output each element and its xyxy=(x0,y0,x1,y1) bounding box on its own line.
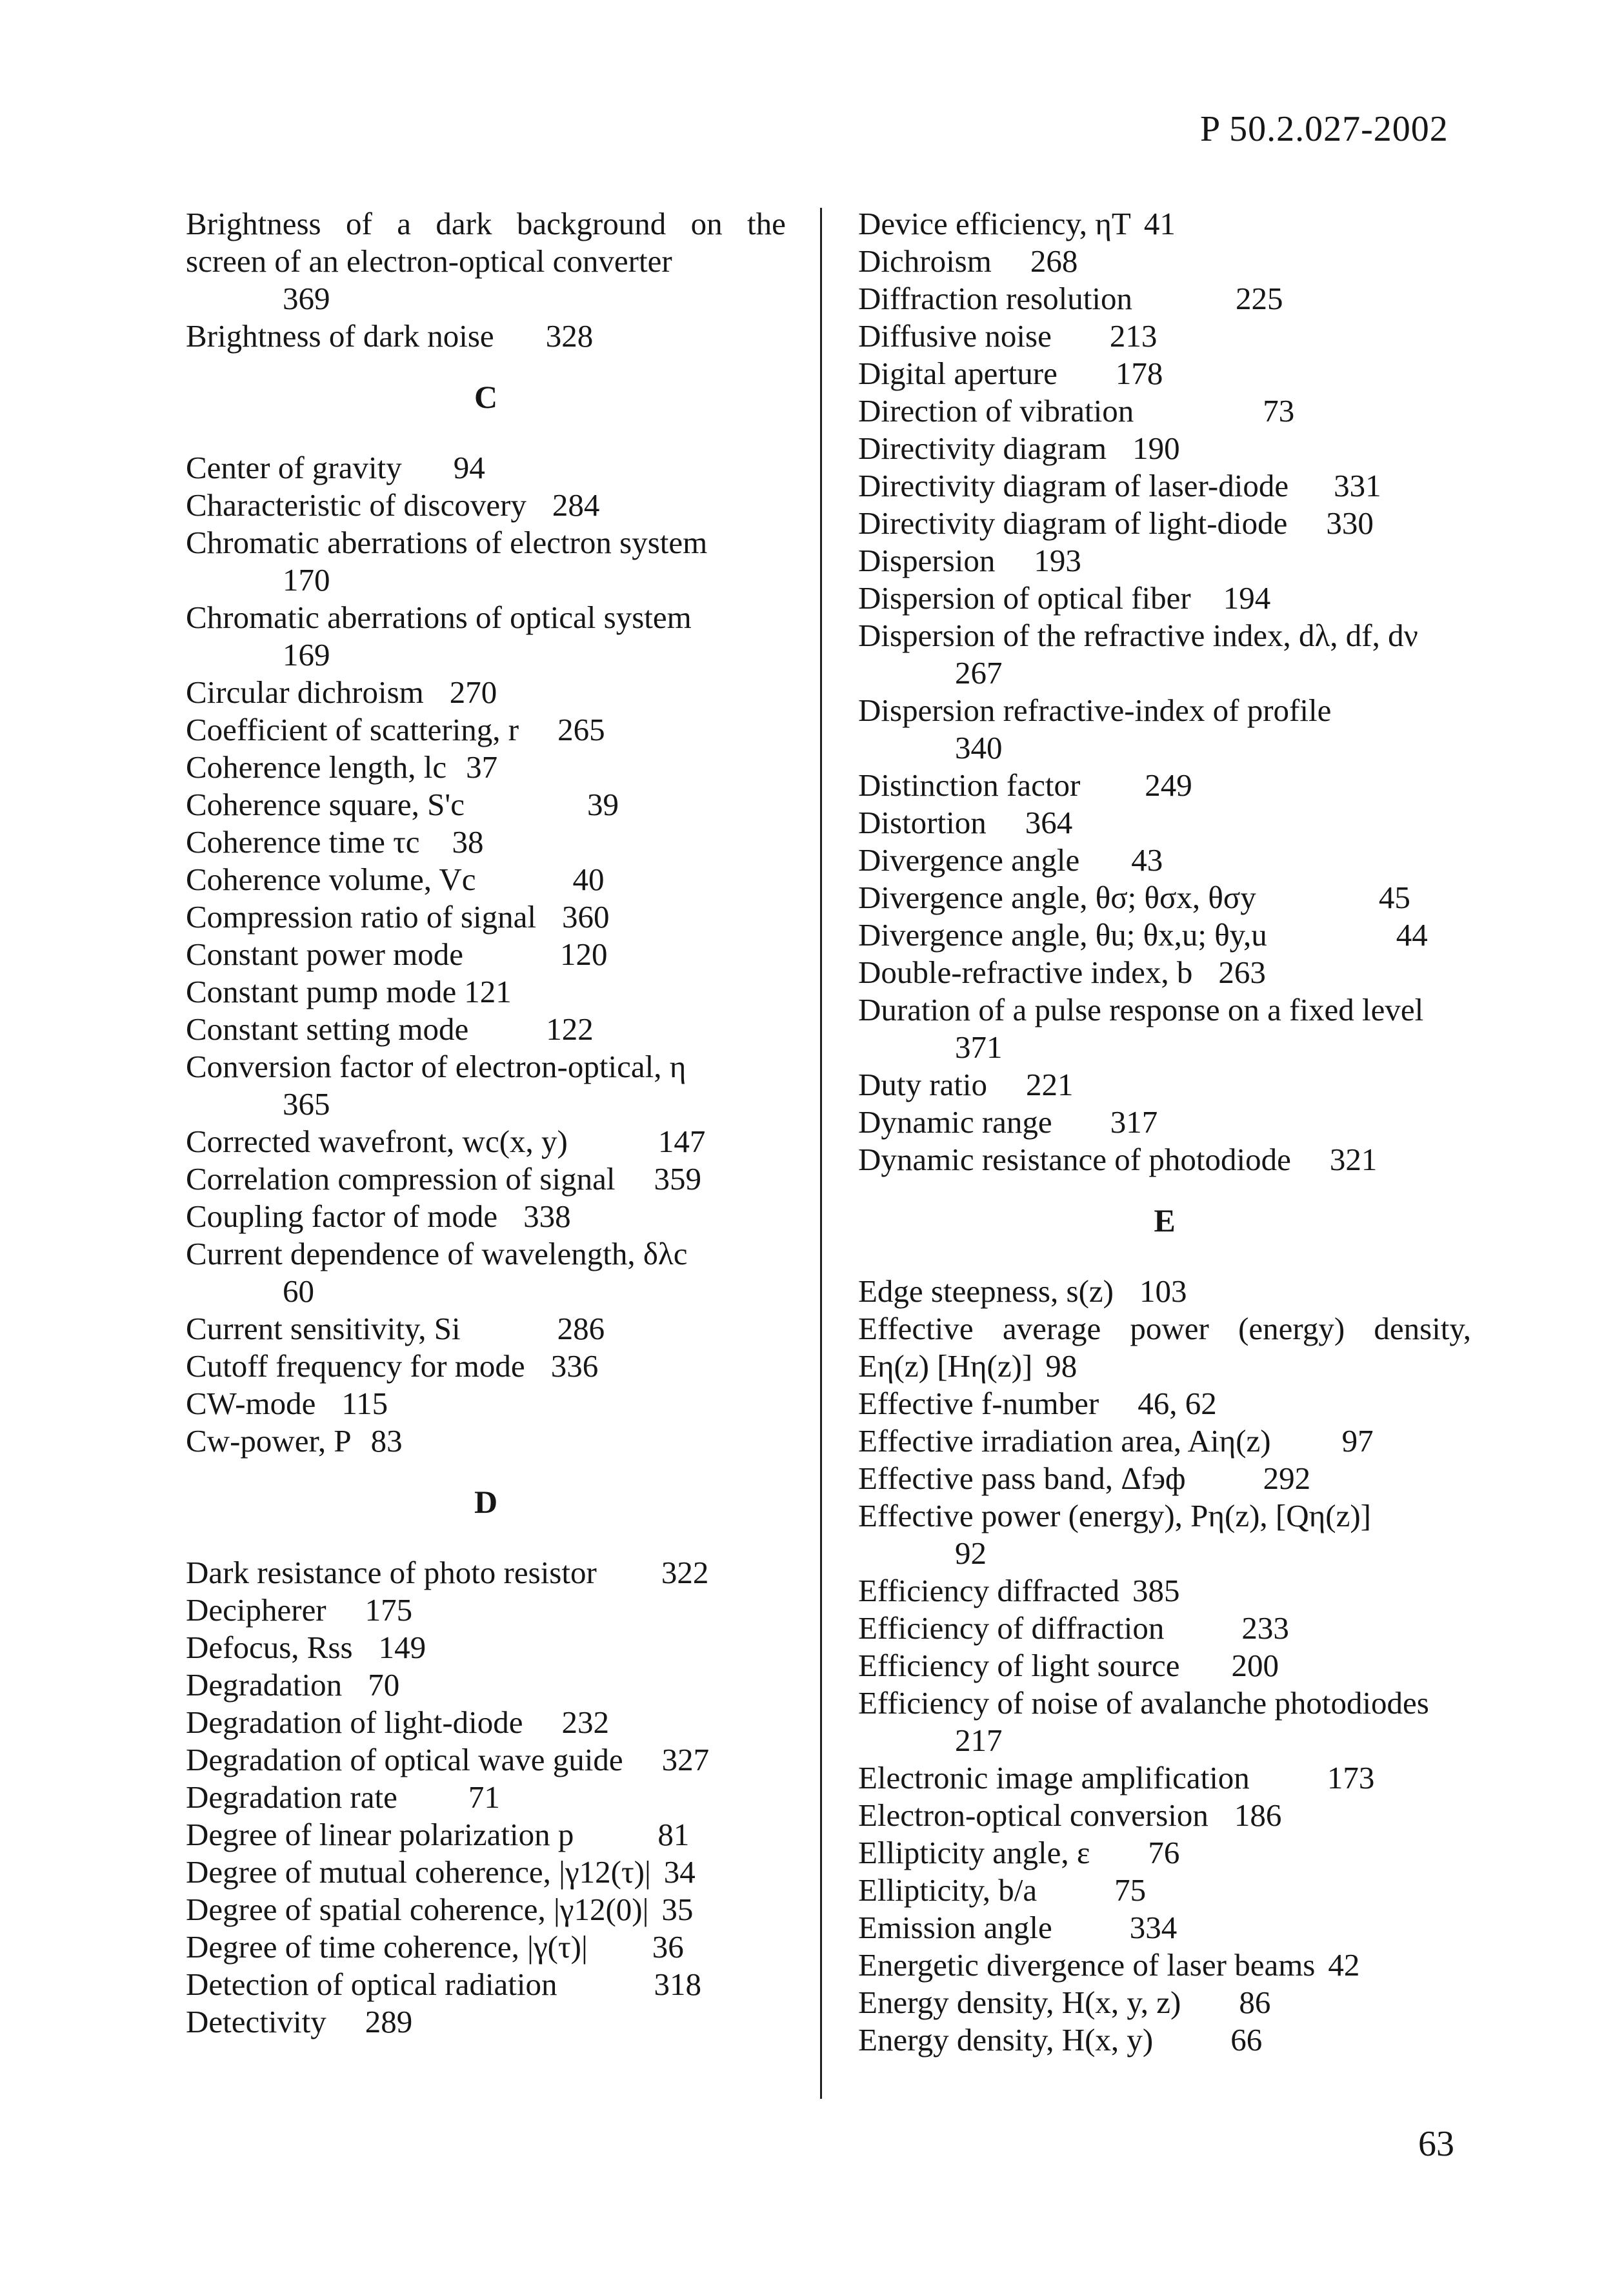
index-entry xyxy=(186,1011,786,1048)
entry-term: Efficiency of light source xyxy=(858,1648,1180,1683)
index-entry xyxy=(858,1759,1471,1797)
entry-term: Divergence angle, θσ; θσx, θσy xyxy=(858,880,1256,915)
index-entry xyxy=(858,1909,1471,1946)
entry-page: 385 xyxy=(1132,1573,1180,1608)
index-entry xyxy=(858,1834,1471,1872)
entry-page: 200 xyxy=(1231,1648,1279,1683)
entry-page: 66 xyxy=(1230,2022,1263,2058)
index-entry xyxy=(858,1310,1471,1385)
index-entry xyxy=(186,1422,786,1460)
entry-term: Degradation of optical wave guide xyxy=(186,1742,623,1777)
entry-term: Direction of vibration xyxy=(858,393,1134,429)
index-entry xyxy=(186,898,786,936)
index-entry xyxy=(858,467,1471,505)
entry-page: 233 xyxy=(1241,1610,1289,1646)
entry-term: Directivity diagram xyxy=(858,430,1107,466)
entry-term: Dark resistance of photo resistor xyxy=(186,1555,597,1590)
entry-page: 263 xyxy=(1218,955,1266,990)
entry-page: 149 xyxy=(378,1630,426,1665)
entry-page: 265 xyxy=(557,712,605,747)
entry-term: Defocus, Rss xyxy=(186,1630,353,1665)
index-entry xyxy=(858,1460,1471,1497)
index-entry xyxy=(186,524,786,599)
entry-page: 331 xyxy=(1334,468,1381,503)
entry-page: 221 xyxy=(1026,1067,1074,1102)
index-entry xyxy=(858,916,1471,954)
entry-term: Coherence length, lc xyxy=(186,749,447,785)
entry-page: 81 xyxy=(657,1817,690,1852)
index-entry xyxy=(858,1572,1471,1610)
entry-term: Edge steepness, s(z) xyxy=(858,1273,1114,1309)
entry-page: 46, 62 xyxy=(1138,1386,1217,1421)
index-entry xyxy=(186,1966,786,2003)
index-entry xyxy=(858,1872,1471,1909)
entry-page: 38 xyxy=(452,824,484,860)
entry-page: 83 xyxy=(370,1423,403,1459)
index-column-right xyxy=(858,205,1471,2059)
index-entry xyxy=(858,2021,1471,2059)
index-entry xyxy=(186,1198,786,1235)
entry-page: 334 xyxy=(1129,1910,1178,1945)
entry-term: Diffraction resolution xyxy=(858,281,1133,316)
entry-term: Effective pass band, Δfэф xyxy=(858,1461,1186,1496)
entry-page: 340 xyxy=(955,730,1003,765)
entry-term: Degree of linear polarization p xyxy=(186,1817,574,1852)
index-entry xyxy=(186,1629,786,1666)
entry-page: 330 xyxy=(1326,505,1374,541)
index-entry xyxy=(186,205,786,318)
entry-page: 249 xyxy=(1145,767,1192,803)
section-heading: C xyxy=(474,379,498,415)
entry-term: Coherence time τc xyxy=(186,824,420,860)
entry-term: Diffusive noise xyxy=(858,318,1052,354)
term-word: density, xyxy=(1374,1311,1471,1346)
index-entry xyxy=(186,449,786,487)
entry-term: Dichroism xyxy=(858,243,992,279)
entry-term: Cw-power, P xyxy=(186,1423,352,1459)
entry-page: 371 xyxy=(955,1029,1003,1065)
index-entry xyxy=(858,505,1471,542)
entry-page: 268 xyxy=(1030,243,1078,279)
entry-page: 170 xyxy=(283,562,330,598)
entry-page: 178 xyxy=(1115,356,1163,391)
index-entry xyxy=(186,599,786,674)
entry-term: Dynamic range xyxy=(858,1104,1052,1140)
entry-page: 365 xyxy=(283,1086,330,1122)
entry-page: 41 xyxy=(1143,206,1176,241)
index-entry xyxy=(858,430,1471,467)
entry-page: 122 xyxy=(546,1011,594,1047)
entry-page: 328 xyxy=(545,318,594,354)
entry-page: 217 xyxy=(955,1723,1003,1758)
entry-term: Electron-optical conversion xyxy=(858,1797,1208,1833)
entry-term: Cutoff frequency for mode xyxy=(186,1348,525,1384)
index-entry xyxy=(858,692,1471,767)
entry-term: Dynamic resistance of photodiode xyxy=(858,1142,1291,1177)
entry-term: Detection of optical radiation xyxy=(186,1967,557,2002)
entry-page: 289 xyxy=(365,2004,413,2039)
entry-term: Duration of a pulse response on a fixed level xyxy=(858,992,1424,1027)
entry-term: Degradation of light-diode xyxy=(186,1704,523,1740)
index-entry xyxy=(186,1554,786,1592)
index-entry xyxy=(858,1497,1471,1572)
entry-page: 190 xyxy=(1132,430,1180,466)
index-entry xyxy=(186,1891,786,1928)
index-entry xyxy=(858,617,1471,692)
entry-page: 318 xyxy=(654,1967,702,2002)
index-entry xyxy=(858,1066,1471,1104)
entry-page: 76 xyxy=(1148,1835,1180,1870)
index-entry xyxy=(186,711,786,749)
entry-term: Emission angle xyxy=(858,1910,1052,1945)
entry-term: Coherence volume, Vc xyxy=(186,862,476,897)
entry-page: 36 xyxy=(652,1929,684,1965)
entry-term: Efficiency of diffraction xyxy=(858,1610,1165,1646)
term-word: of xyxy=(346,206,372,241)
entry-page: 173 xyxy=(1327,1760,1375,1795)
entry-term: Effective irradiation area, Aiη(z) xyxy=(858,1423,1271,1459)
index-entry xyxy=(858,991,1471,1066)
entry-page: 73 xyxy=(1263,393,1295,429)
entry-term: Effective power (energy), Pη(z), [Qη(z)] xyxy=(858,1498,1371,1533)
index-entry xyxy=(186,786,786,824)
index-entry xyxy=(858,804,1471,842)
index-entry xyxy=(186,936,786,973)
entry-term: Dispersion of the refractive index, dλ, df, dν xyxy=(858,618,1418,653)
index-entry xyxy=(858,1797,1471,1834)
entry-term: Coupling factor of mode xyxy=(186,1198,498,1234)
entry-term: Characteristic of discovery xyxy=(186,487,526,523)
page-number: 63 xyxy=(1418,2124,1454,2164)
index-entry xyxy=(186,1348,786,1385)
entry-term: Digital aperture xyxy=(858,356,1058,391)
index-entry xyxy=(858,392,1471,430)
entry-page: 360 xyxy=(562,899,610,935)
term-word: Effective xyxy=(858,1311,974,1346)
index-entry xyxy=(858,1422,1471,1460)
entry-page: 267 xyxy=(955,655,1003,691)
index-entry xyxy=(186,1854,786,1891)
term-word: background xyxy=(516,206,667,241)
index-entry xyxy=(186,1704,786,1741)
index-entry xyxy=(858,1273,1471,1310)
entry-term: Constant setting mode xyxy=(186,1011,469,1047)
entry-page: 232 xyxy=(561,1704,610,1740)
entry-term: Corrected wavefront, wc(x, y) xyxy=(186,1124,568,1159)
entry-term: Distortion xyxy=(858,805,987,840)
entry-page: 39 xyxy=(586,787,619,822)
entry-term: Device efficiency, ηT xyxy=(858,206,1131,241)
entry-term: Degree of spatial coherence, |γ12(0)| xyxy=(186,1892,649,1927)
entry-term: Double-refractive index, b xyxy=(858,955,1193,990)
index-entry xyxy=(186,824,786,861)
entry-page: 43 xyxy=(1131,842,1163,878)
entry-term: Coherence square, S'c xyxy=(186,787,465,822)
index-column-left xyxy=(186,205,786,2041)
index-entry xyxy=(858,243,1471,280)
index-entry xyxy=(186,749,786,786)
entry-page: 86 xyxy=(1239,1985,1271,2020)
index-entry xyxy=(858,842,1471,879)
entry-page: 213 xyxy=(1109,318,1158,354)
entry-term-continued xyxy=(858,1348,1471,1385)
index-entry xyxy=(858,1610,1471,1647)
entry-page: 193 xyxy=(1034,543,1081,578)
entry-page: 327 xyxy=(661,1742,710,1777)
entry-term-line xyxy=(858,1310,1471,1348)
index-entry xyxy=(858,580,1471,617)
entry-term: Dispersion xyxy=(858,543,996,578)
term-word: average xyxy=(1002,1311,1101,1346)
index-entry xyxy=(858,280,1471,318)
entry-term: Correlation compression of signal xyxy=(186,1161,616,1197)
entry-term-line xyxy=(186,205,786,243)
entry-term: Energetic divergence of laser beams xyxy=(858,1947,1316,1983)
index-entry xyxy=(858,355,1471,392)
document-header: P 50.2.027-2002 xyxy=(1200,109,1449,149)
entry-term: Coefficient of scattering, r xyxy=(186,712,519,747)
term-word: on xyxy=(690,206,723,241)
entry-term: Ellipticity angle, ε xyxy=(858,1835,1090,1870)
index-entry xyxy=(186,1779,786,1816)
term-continuation: Eη(z) [Hη(z)] xyxy=(858,1348,1033,1384)
index-entry xyxy=(858,1984,1471,2021)
entry-page: 286 xyxy=(557,1311,605,1346)
entry-term-continued xyxy=(186,243,786,280)
index-entry xyxy=(858,879,1471,916)
entry-page: 94 xyxy=(453,450,485,485)
index-entry xyxy=(186,1816,786,1854)
entry-page: 60 xyxy=(283,1273,314,1309)
section-heading: D xyxy=(474,1484,498,1520)
index-entry xyxy=(858,318,1471,355)
index-entry xyxy=(858,954,1471,991)
index-entry xyxy=(186,1123,786,1160)
index-entry xyxy=(858,1647,1471,1684)
entry-page: 92 xyxy=(955,1535,987,1571)
index-entry xyxy=(858,1946,1471,1984)
entry-page: 34 xyxy=(663,1854,696,1890)
term-continuation: screen of an electron-optical converter xyxy=(186,243,672,279)
index-entry xyxy=(858,542,1471,580)
index-entry xyxy=(858,1104,1471,1141)
entry-term: Circular dichroism xyxy=(186,674,424,710)
entry-page: 42 xyxy=(1328,1947,1360,1983)
index-entry xyxy=(858,767,1471,804)
entry-page: 194 xyxy=(1223,580,1271,616)
entry-term: Distinction factor xyxy=(858,767,1081,803)
entry-page: 147 xyxy=(657,1124,706,1159)
entry-page: 70 xyxy=(368,1667,400,1703)
entry-term: Duty ratio xyxy=(858,1067,988,1102)
entry-term: Constant power mode xyxy=(186,936,464,972)
term-word: Brightness xyxy=(186,206,321,241)
entry-term: Electronic image amplification xyxy=(858,1760,1250,1795)
index-entry xyxy=(186,861,786,898)
entry-page: 71 xyxy=(468,1779,500,1815)
index-entry xyxy=(186,1741,786,1779)
entry-term: Constant pump mode xyxy=(186,974,457,1009)
entry-term: Chromatic aberrations of optical system xyxy=(186,600,692,635)
entry-page: 186 xyxy=(1234,1797,1282,1833)
entry-page: 338 xyxy=(523,1198,571,1234)
section-heading: E xyxy=(1154,1202,1176,1239)
entry-term: Efficiency diffracted xyxy=(858,1573,1119,1608)
index-entry xyxy=(186,1928,786,1966)
entry-term: Energy density, H(x, y, z) xyxy=(858,1985,1181,2020)
entry-page: 169 xyxy=(283,637,330,672)
term-word: a xyxy=(397,206,412,241)
entry-page: 317 xyxy=(1110,1104,1158,1140)
entry-page: 120 xyxy=(560,936,608,972)
entry-page: 45 xyxy=(1378,880,1410,915)
index-entry xyxy=(858,205,1471,243)
entry-page: 37 xyxy=(466,749,498,785)
entry-page: 321 xyxy=(1329,1142,1378,1177)
entry-page: 75 xyxy=(1114,1872,1147,1908)
entry-term: Dispersion of optical fiber xyxy=(858,580,1191,616)
entry-page: 121 xyxy=(464,974,512,1009)
entry-term: Compression ratio of signal xyxy=(186,899,537,935)
entry-term: Divergence angle, θu; θx,u; θy,u xyxy=(858,917,1267,953)
term-word: dark xyxy=(436,206,492,241)
entry-page: 364 xyxy=(1025,805,1073,840)
entry-page: 103 xyxy=(1139,1273,1187,1309)
term-word: power xyxy=(1130,1311,1209,1346)
column-divider xyxy=(820,208,822,2099)
entry-term: Efficiency of noise of avalanche photodiodes xyxy=(858,1685,1429,1721)
entry-page: 225 xyxy=(1236,281,1283,316)
index-entry xyxy=(186,1666,786,1704)
entry-term: Divergence angle xyxy=(858,842,1080,878)
entry-term: Energy density, H(x, y) xyxy=(858,2022,1154,2058)
entry-term: Conversion factor of electron-optical, η xyxy=(186,1049,687,1084)
entry-page: 369 xyxy=(283,281,330,316)
entry-term: Decipherer xyxy=(186,1592,326,1628)
entry-term: Current sensitivity, Si xyxy=(186,1311,461,1346)
entry-page: 40 xyxy=(572,862,605,897)
entry-page: 284 xyxy=(552,487,600,523)
index-entry xyxy=(186,1048,786,1123)
entry-term: Directivity diagram of laser-diode xyxy=(858,468,1289,503)
entry-term: Dispersion refractive-index of profile xyxy=(858,693,1332,728)
entry-term: Current dependence of wavelength, δλc xyxy=(186,1236,688,1271)
entry-term: Directivity diagram of light-diode xyxy=(858,505,1288,541)
index-entry xyxy=(186,318,786,355)
index-entry xyxy=(186,973,786,1011)
entry-page: 322 xyxy=(661,1555,709,1590)
entry-term: Degradation xyxy=(186,1667,343,1703)
entry-term: Effective f-number xyxy=(858,1386,1099,1421)
entry-term: Degree of mutual coherence, |γ12(τ)| xyxy=(186,1854,651,1890)
entry-page: 97 xyxy=(1341,1423,1374,1459)
entry-term: Center of gravity xyxy=(186,450,402,485)
entry-page: 44 xyxy=(1396,917,1428,953)
term-word: the xyxy=(747,206,786,241)
entry-term: Chromatic aberrations of electron system xyxy=(186,525,708,560)
entry-page: 336 xyxy=(550,1348,599,1384)
entry-term: Ellipticity, b/a xyxy=(858,1872,1038,1908)
entry-term: Detectivity xyxy=(186,2004,326,2039)
entry-page: 359 xyxy=(654,1161,701,1197)
entry-page: 175 xyxy=(365,1592,413,1628)
index-entry xyxy=(186,1385,786,1422)
entry-page: 35 xyxy=(661,1892,694,1927)
index-entry xyxy=(186,2003,786,2041)
index-entry xyxy=(186,1592,786,1629)
index-entry xyxy=(186,674,786,711)
entry-term: Degradation rate xyxy=(186,1779,397,1815)
entry-page: 292 xyxy=(1263,1461,1311,1496)
index-entry xyxy=(858,1684,1471,1759)
entry-page: 115 xyxy=(341,1386,388,1421)
entry-page: 98 xyxy=(1045,1348,1078,1384)
term-word: (energy) xyxy=(1238,1311,1345,1346)
index-entry xyxy=(186,1235,786,1310)
index-entry xyxy=(186,487,786,524)
index-entry xyxy=(186,1160,786,1198)
entry-page: 270 xyxy=(449,674,497,710)
entry-term: Degree of time coherence, |γ(τ)| xyxy=(186,1929,588,1965)
index-entry xyxy=(186,1310,786,1348)
entry-term: CW-mode xyxy=(186,1386,316,1421)
entry-term: Brightness of dark noise xyxy=(186,318,494,354)
index-entry xyxy=(858,1385,1471,1422)
index-entry xyxy=(858,1141,1471,1178)
